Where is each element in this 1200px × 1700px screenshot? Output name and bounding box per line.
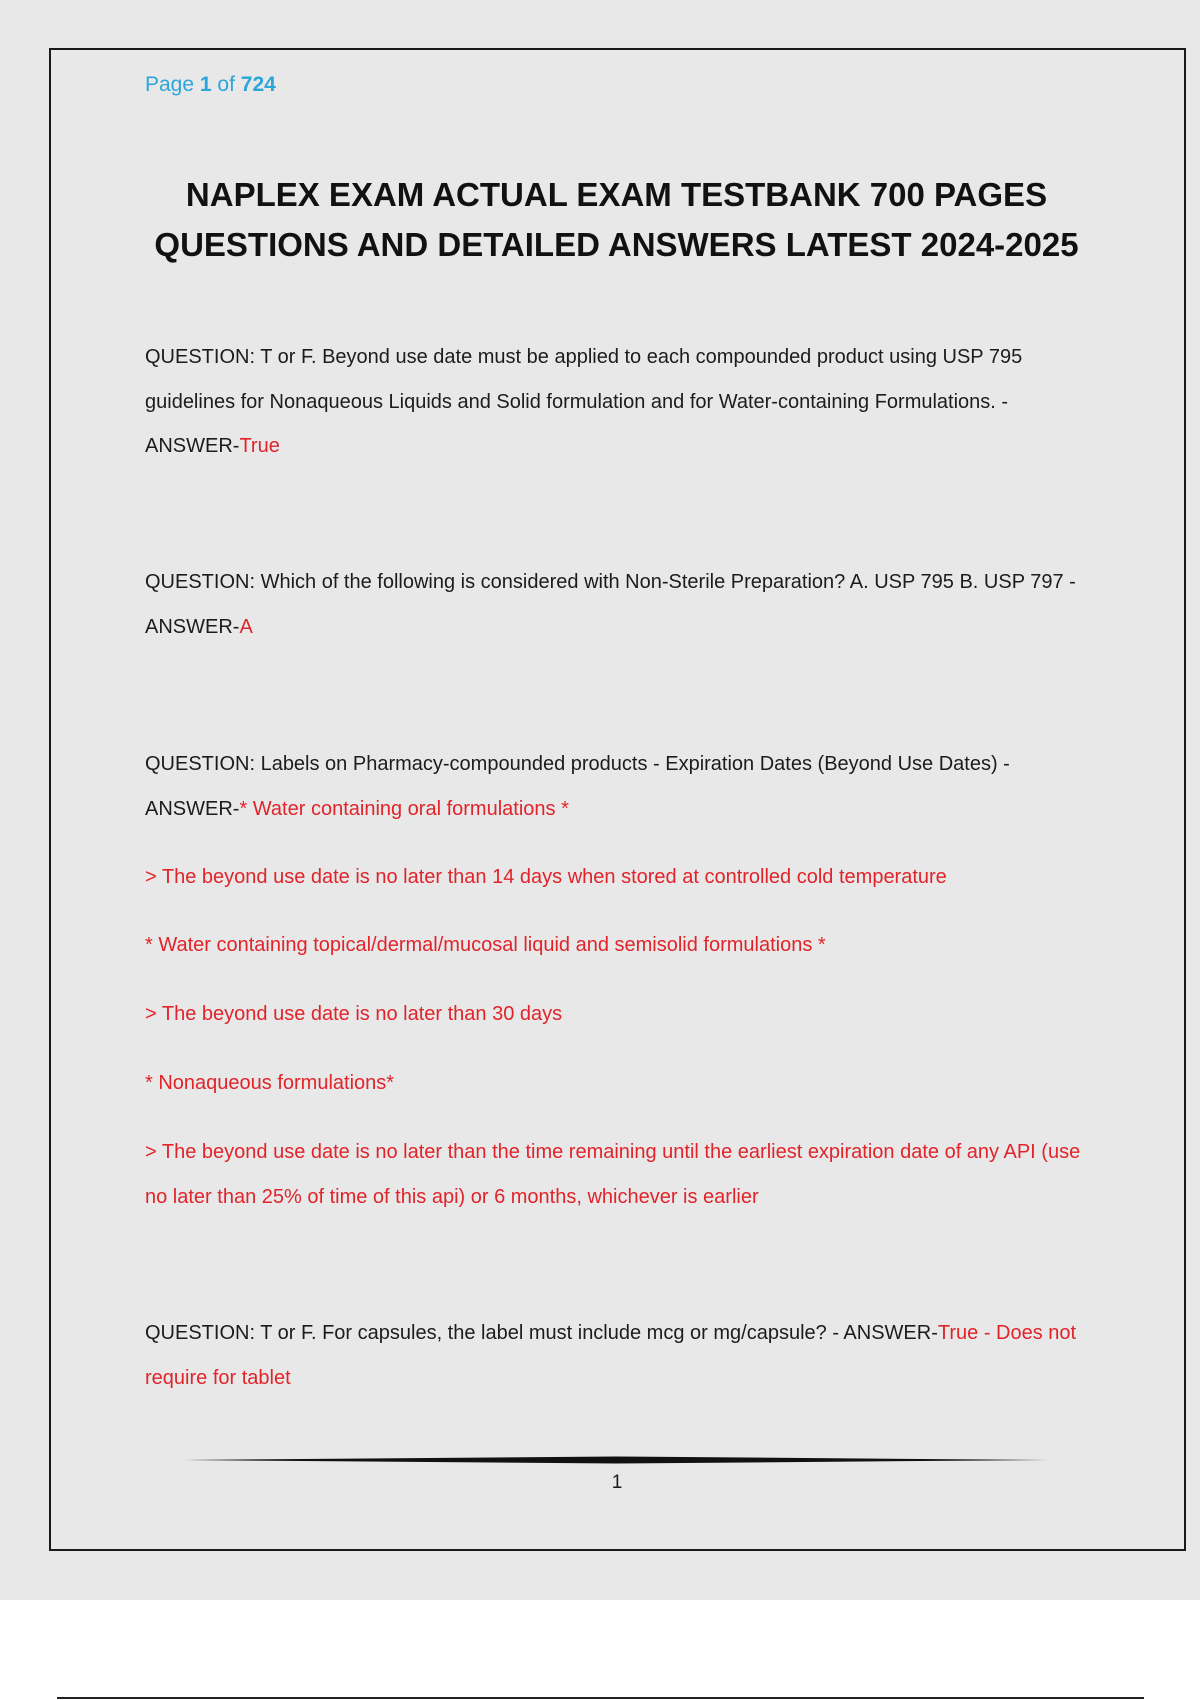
question-1-text: QUESTION: T or F. Beyond use date must be applied to each compounded product using USP 795 guidelines for Nonaqueous Liquids and Solid formulation and for Water-containing Formulations. - ANSWER- [145,346,1023,457]
page-counter [145,73,276,97]
footer-page-number: 1 [611,1472,623,1493]
question-1 [145,335,1090,469]
question-2-answer: A [239,615,253,638]
page-counter-separator: of [211,73,241,96]
page-counter-prefix: Page [145,73,200,96]
answer-line-4: * Nonaqueous formulations* [145,1072,395,1094]
question-3 [145,742,1090,831]
answer-line-5: > The beyond use date is no later than the time remaining until the earliest expiration date of any API (use no later than 25% of time of this api) or 6 months, whichever is earlier [145,1141,1081,1208]
answer-line-2: * Water containing topical/dermal/mucosal liquid and semisolid formulations * [145,934,826,956]
question-2 [145,560,1090,649]
answer-line-1: > The beyond use date is no later than 14 days when stored at controlled cold temperature [145,866,947,888]
question-1-answer: True [239,435,280,457]
answer-line-3: > The beyond use date is no later than 30 days [145,1003,563,1025]
page-counter-current: 1 [199,73,212,96]
document-title: NAPLEX EXAM ACTUAL EXAM TESTBANK 700 PAGES QUESTIONS AND DETAILED ANSWERS LATEST 2024-2025 [154,176,1079,263]
question-3-answer: * Water containing oral formulations * [239,797,569,820]
question-4 [145,1311,1090,1400]
page-counter-total: 724 [240,73,276,96]
footer-rule [183,1456,1050,1464]
question-4-text: QUESTION: T or F. For capsules, the label must include mcg or mg/capsule? - ANSWER- [145,1322,938,1344]
question-2-text: QUESTION: Which of the following is considered with Non-Sterile Preparation? A. USP 795 B. USP 797 - ANSWER- [145,571,1076,638]
bottom-rule [57,1697,1144,1699]
question-3-text: QUESTION: Labels on Pharmacy-compounded products - Expiration Dates (Beyond Use Dates) - ANSWER- [145,753,1010,820]
question-4-answer: True - Does not require for tablet [145,1322,1077,1389]
